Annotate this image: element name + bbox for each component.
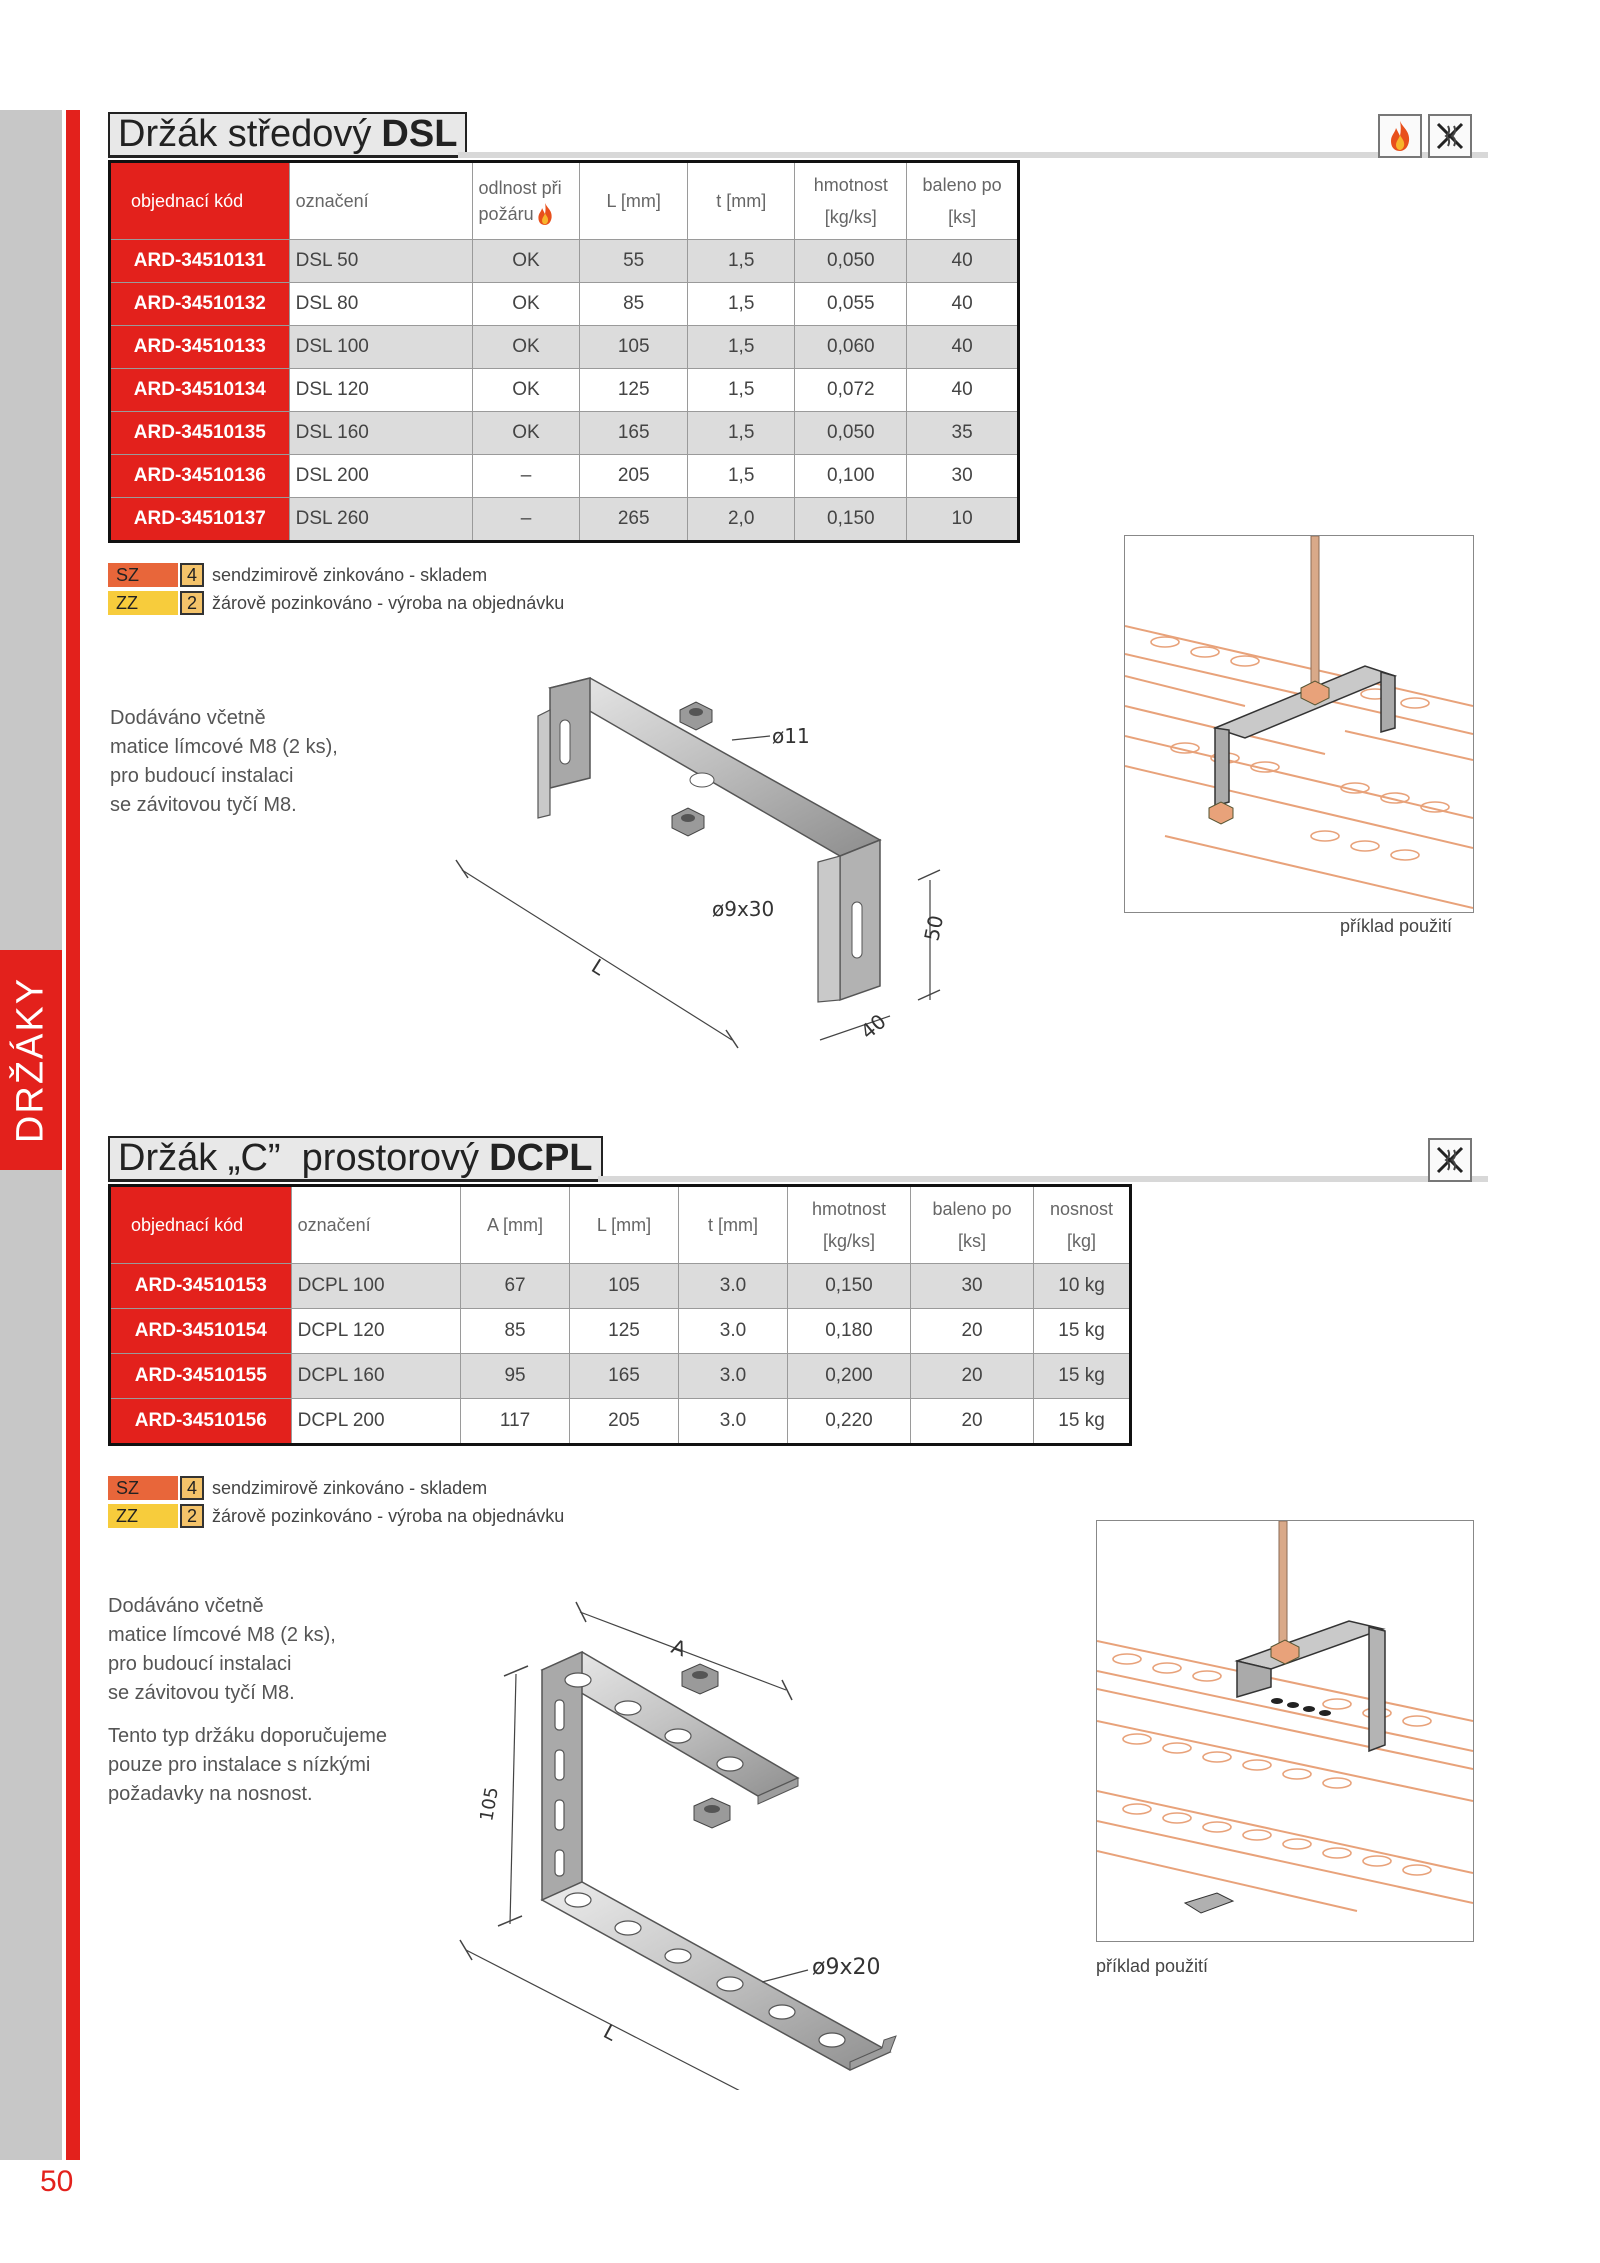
cell-code: ARD-34510156 [110,1399,292,1445]
header-pack-line1: baleno po [932,1199,1012,1219]
legend-row-zz [108,589,564,617]
cell-pack: 35 [907,412,1019,455]
header-weight [795,162,907,240]
page-number: 50 [40,2165,74,2198]
section1-title-plain: Držák středový [118,113,372,155]
badge-num: 2 [180,591,204,615]
cell-pack: 30 [907,455,1019,498]
note-line: Tento typ držáku doporučujeme [108,1725,388,1747]
cell-thickness: 1,5 [687,369,795,412]
table-row [110,1264,1131,1309]
legend-text: žárově pozinkováno - výroba na objednávku [212,1505,565,1526]
cell-name: DSL 100 [289,326,472,369]
section2-title-rule [598,1176,1488,1182]
cell-thickness: 1,5 [687,412,795,455]
legend-text: sendzimirově zinkováno - skladem [212,564,488,585]
dsl-example-caption: příklad použití [1340,916,1453,936]
cell-a: 95 [461,1354,570,1399]
cell-thickness: 3.0 [678,1399,787,1445]
cell-load: 15 kg [1034,1399,1131,1445]
section1-title-bold: DSL [381,113,458,155]
header-weight-line1: hmotnost [811,1199,886,1219]
note-line: pouze pro instalace s nízkými [108,1754,371,1776]
dsl-drawing [440,670,980,1070]
header-pack-line1: baleno po [922,175,1002,195]
cell-length: 265 [580,498,688,542]
note-line: Dodáváno včetně [110,707,266,729]
legend-text: sendzimirově zinkováno - skladem [212,1477,488,1498]
cell-pack: 20 [911,1399,1034,1445]
cell-code: ARD-34510153 [110,1264,292,1309]
cell-load: 15 kg [1034,1354,1131,1399]
section2-table [108,1184,1132,1446]
header-weight-line1: hmotnost [813,175,888,195]
badge-zz: ZZ [108,591,178,615]
note-line: požadavky na nosnost. [108,1783,313,1805]
cell-thickness: 1,5 [687,283,795,326]
dim-length: L [599,2019,621,2046]
section1-title-rule [458,152,1488,158]
cell-code: ARD-34510155 [110,1354,292,1399]
dcpl-example-image [1096,1520,1474,1942]
cell-name: DSL 160 [289,412,472,455]
header-code: objednací kód [110,1186,292,1264]
header-pack [911,1186,1034,1264]
legend-row-zz [108,1502,564,1530]
sidebar-red-strip [66,110,80,2160]
table-row [110,498,1019,542]
header-weight-line2: [kg/ks] [822,1231,875,1251]
cell-length: 205 [580,455,688,498]
note-line: matice límcové M8 (2 ks), [108,1624,336,1646]
cell-thickness: 2,0 [687,498,795,542]
cell-pack: 40 [907,283,1019,326]
header-fire-line1: odlnost při [478,178,562,198]
cell-thickness: 1,5 [687,240,795,283]
cell-weight: 0,150 [795,498,907,542]
section2-title [108,1136,603,1182]
dsl-example-image [1124,535,1474,913]
section1-title [108,112,467,158]
table-row [110,283,1019,326]
cell-code: ARD-34510154 [110,1309,292,1354]
cell-weight: 0,220 [787,1399,910,1445]
cell-length: 85 [580,283,688,326]
cell-thickness: 1,5 [687,326,795,369]
section2-legend [108,1474,564,1530]
cell-code: ARD-34510133 [110,326,290,369]
cell-weight: 0,060 [795,326,907,369]
cell-fire: – [472,455,580,498]
dim-height: 105 [476,1785,503,1823]
cell-name: DSL 200 [289,455,472,498]
header-load [1034,1186,1131,1264]
dim-hole: ø11 [772,724,810,748]
section1-note [110,704,338,820]
table-row [110,240,1019,283]
note-line: Dodáváno včetně [108,1595,264,1617]
dim-slot: ø9x20 [812,1955,881,1980]
cell-weight: 0,100 [795,455,907,498]
section2-title-plain: Držák „C” prostorový [118,1137,480,1179]
legend-row-sz [108,561,564,589]
note-line: se závitovou tyčí M8. [108,1682,295,1704]
cell-a: 67 [461,1264,570,1309]
cell-code: ARD-34510131 [110,240,290,283]
header-code: objednací kód [110,162,290,240]
cell-pack: 20 [911,1354,1034,1399]
header-fire-line2: požáru [478,204,534,224]
header-a: A [mm] [461,1186,570,1264]
cell-pack: 20 [911,1309,1034,1354]
cell-thickness: 3.0 [678,1309,787,1354]
header-fire-line2-wrap [479,201,574,227]
cell-a: 85 [461,1309,570,1354]
no-halogen-icon [1428,114,1472,158]
cell-load: 15 kg [1034,1309,1131,1354]
badge-sz: SZ [108,563,178,587]
cell-thickness: 3.0 [678,1354,787,1399]
cell-a: 117 [461,1399,570,1445]
cell-weight: 0,150 [787,1264,910,1309]
note-line: pro budoucí instalaci [108,1653,292,1675]
cell-weight: 0,180 [787,1309,910,1354]
cell-length: 125 [580,369,688,412]
cell-length: 125 [570,1309,679,1354]
cell-fire: – [472,498,580,542]
flame-icon [1378,114,1422,158]
header-fire [472,162,580,240]
header-weight [787,1186,910,1264]
header-load-line2: [kg] [1067,1231,1097,1251]
cell-weight: 0,050 [795,412,907,455]
cell-name: DSL 50 [289,240,472,283]
table-header-row [110,162,1019,240]
cell-thickness: 1,5 [687,455,795,498]
table-row [110,369,1019,412]
cell-code: ARD-34510135 [110,412,290,455]
cell-weight: 0,050 [795,240,907,283]
flame-icon [534,201,556,227]
legend-text: žárově pozinkováno - výroba na objednávku [212,592,565,613]
cell-length: 105 [580,326,688,369]
header-name: označení [291,1186,460,1264]
dim-width: 40 [855,1009,891,1044]
cell-length: 55 [580,240,688,283]
header-length: L [mm] [570,1186,679,1264]
no-halogen-icon [1428,1138,1472,1182]
header-length: L [mm] [580,162,688,240]
section2-title-bold: DCPL [489,1137,593,1179]
cell-length: 105 [570,1264,679,1309]
cell-thickness: 3.0 [678,1264,787,1309]
header-thickness: t [mm] [678,1186,787,1264]
dim-length: L [587,953,610,981]
badge-num: 4 [180,563,204,587]
note-line: pro budoucí instalaci [110,765,294,787]
table-row [110,1309,1131,1354]
cell-code: ARD-34510132 [110,283,290,326]
header-pack [907,162,1019,240]
dcpl-example-caption: příklad použití [1096,1956,1209,1976]
section2-note [108,1592,387,1809]
cell-fire: OK [472,412,580,455]
cell-weight: 0,200 [787,1354,910,1399]
cell-weight: 0,072 [795,369,907,412]
badge-num: 2 [180,1504,204,1528]
cell-name: DCPL 120 [291,1309,460,1354]
cell-pack: 10 [907,498,1019,542]
legend-row-sz [108,1474,564,1502]
cell-length: 165 [570,1354,679,1399]
cell-length: 205 [570,1399,679,1445]
table-row [110,1354,1131,1399]
cell-name: DCPL 200 [291,1399,460,1445]
cell-length: 165 [580,412,688,455]
cell-pack: 40 [907,369,1019,412]
dim-slot: ø9x30 [712,897,775,921]
dim-a: A [668,1634,690,1662]
note-line: se závitovou tyčí M8. [110,794,297,816]
badge-num: 4 [180,1476,204,1500]
header-load-line1: nosnost [1050,1199,1114,1219]
cell-pack: 30 [911,1264,1034,1309]
dcpl-drawing [450,1590,930,2090]
cell-name: DSL 80 [289,283,472,326]
cell-weight: 0,055 [795,283,907,326]
cell-code: ARD-34510137 [110,498,290,542]
cell-name: DCPL 160 [291,1354,460,1399]
table-row [110,455,1019,498]
cell-fire: OK [472,240,580,283]
section1-legend [108,561,564,617]
header-weight-line2: [kg/ks] [824,207,877,227]
cell-name: DSL 120 [289,369,472,412]
cell-name: DSL 260 [289,498,472,542]
dim-height: 50 [919,913,949,944]
cell-fire: OK [472,283,580,326]
header-name: označení [289,162,472,240]
cell-fire: OK [472,369,580,412]
badge-zz: ZZ [108,1504,178,1528]
cell-fire: OK [472,326,580,369]
note-line: matice límcové M8 (2 ks), [110,736,338,758]
cell-pack: 40 [907,326,1019,369]
sidebar-label: DRŽÁKY [9,976,52,1144]
cell-load: 10 kg [1034,1264,1131,1309]
table-row [110,326,1019,369]
cell-name: DCPL 100 [291,1264,460,1309]
table-row [110,412,1019,455]
section1-table [108,160,1020,543]
cell-code: ARD-34510134 [110,369,290,412]
table-header-row [110,1186,1131,1264]
header-thickness: t [mm] [687,162,795,240]
table-row [110,1399,1131,1445]
header-pack-line2: [ks] [948,207,977,227]
badge-sz: SZ [108,1476,178,1500]
header-pack-line2: [ks] [958,1231,987,1251]
cell-pack: 40 [907,240,1019,283]
cell-code: ARD-34510136 [110,455,290,498]
